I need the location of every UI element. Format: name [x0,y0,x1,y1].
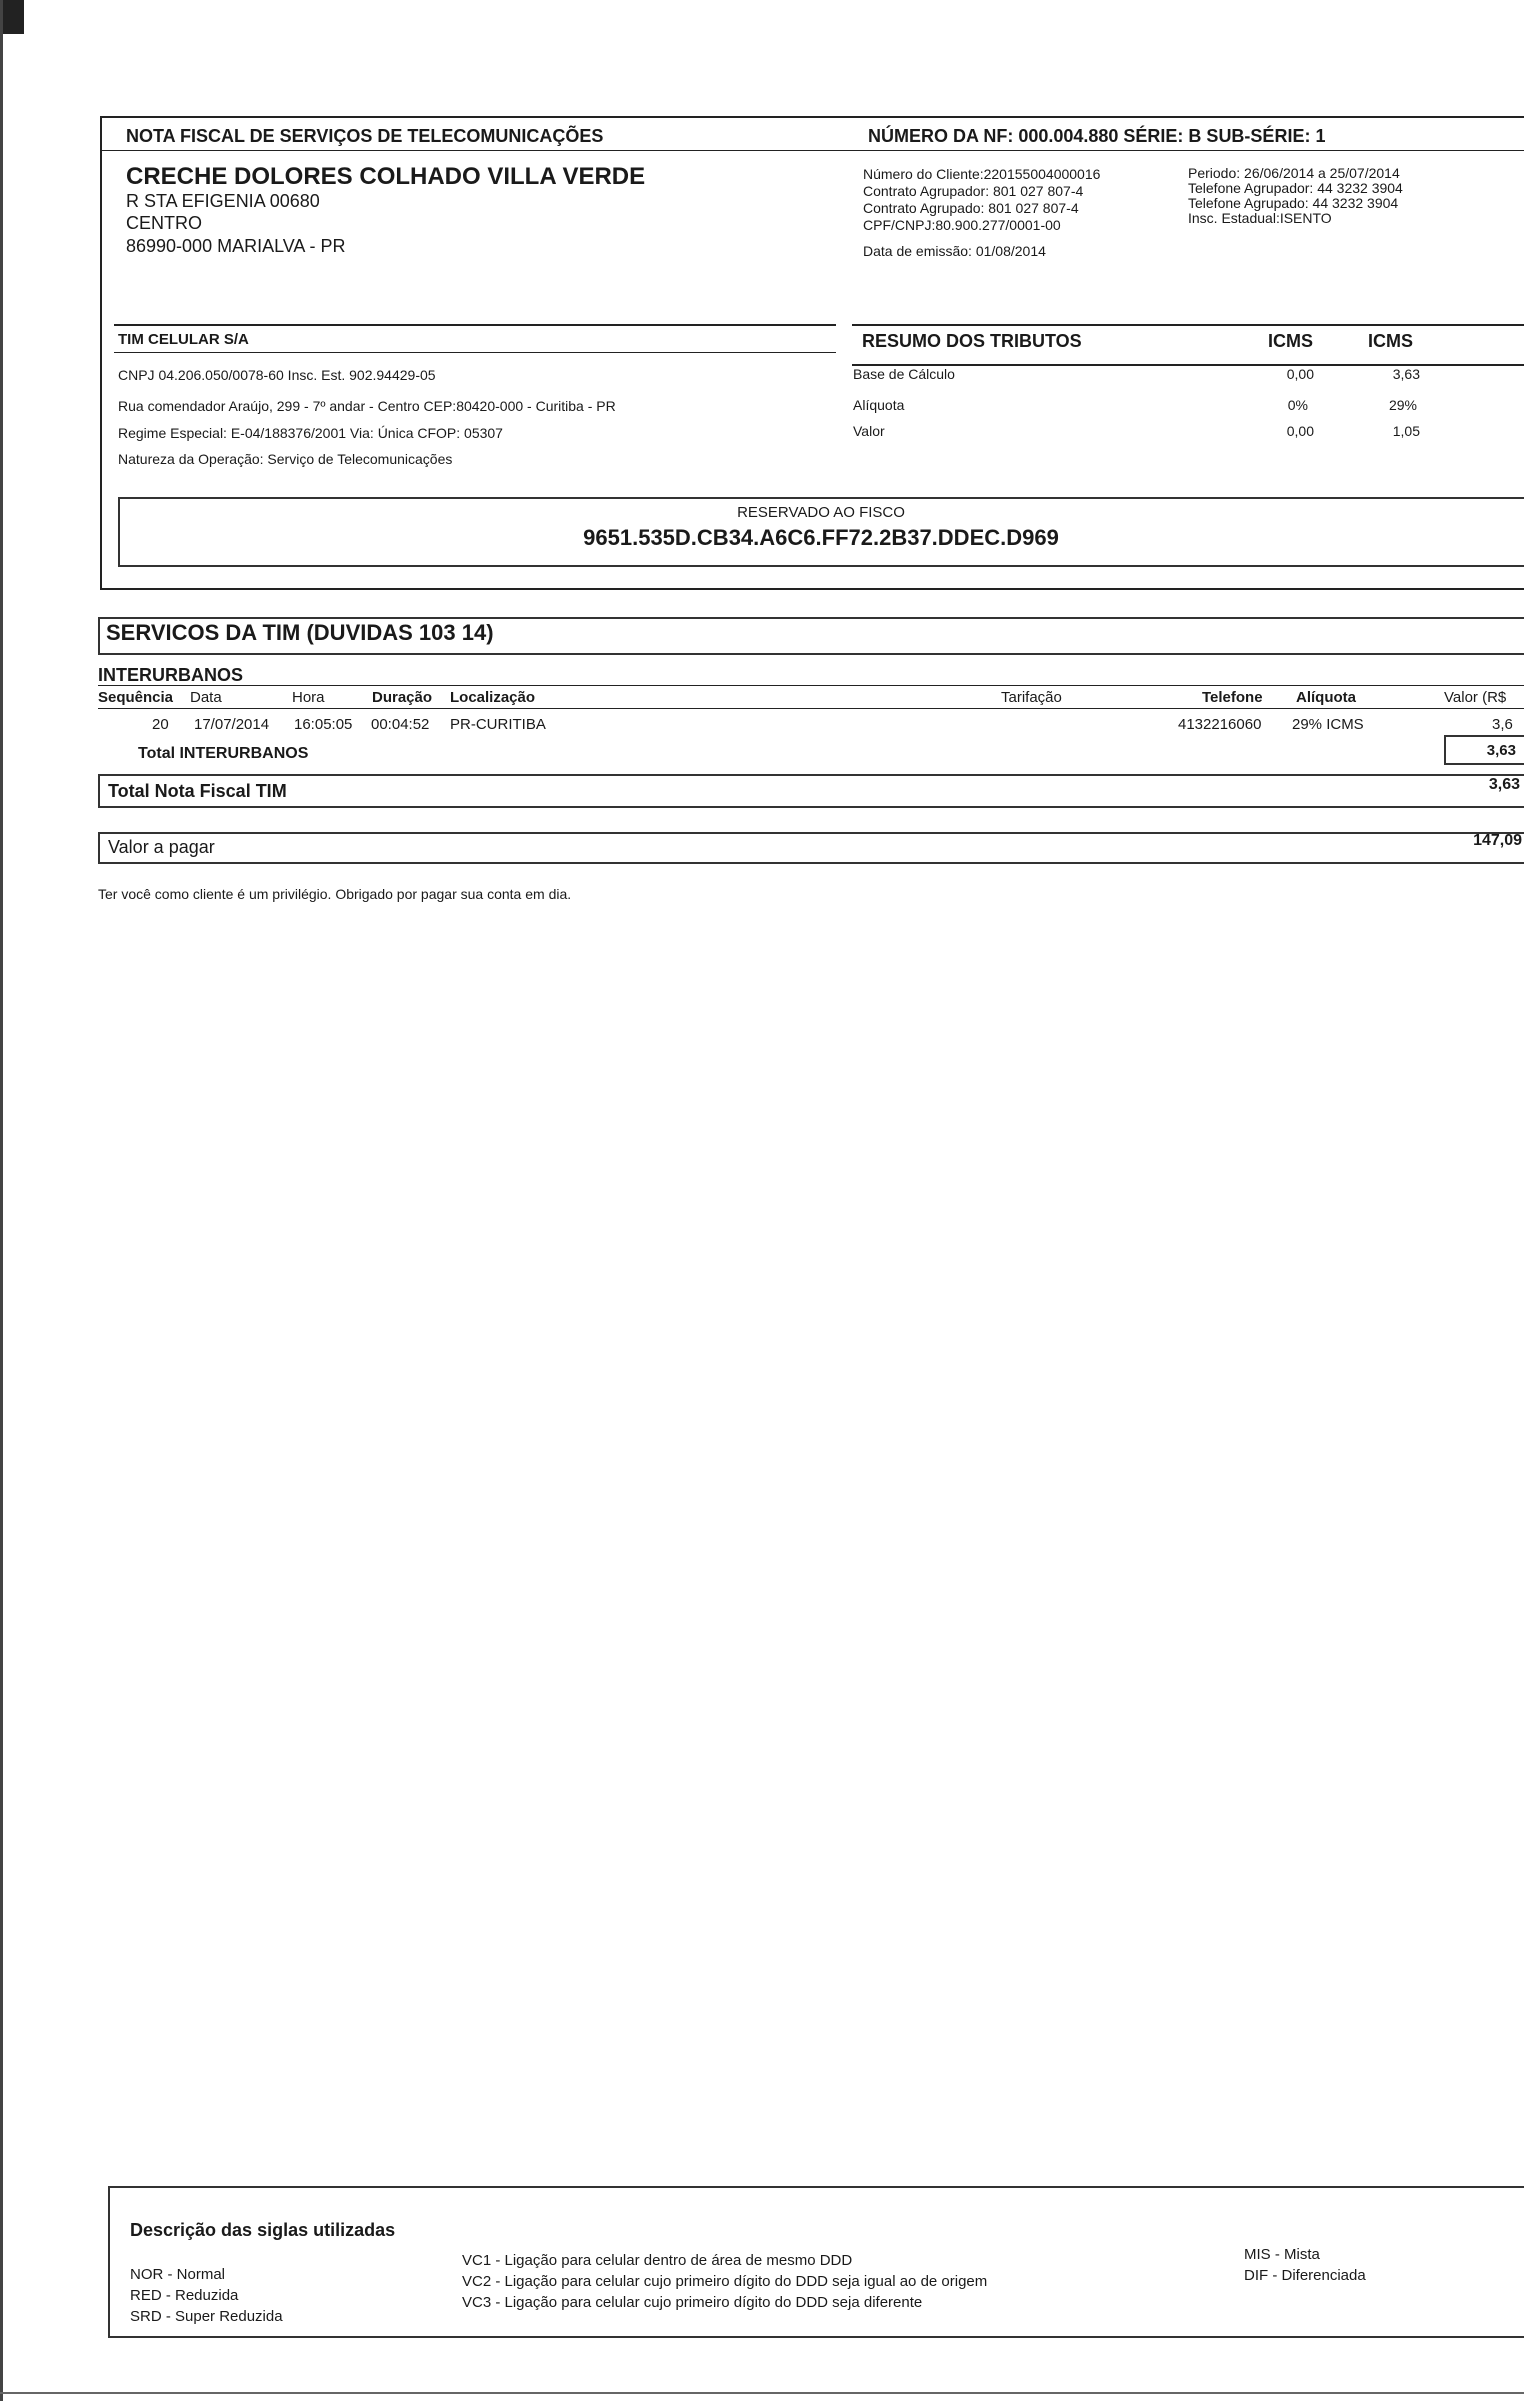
tax-row-label: Base de Cálculo [853,366,955,382]
services-section-title: SERVICOS DA TIM (DUVIDAS 103 14) [106,620,494,645]
col-telefone: Telefone [1202,689,1263,706]
legend-col3 [1244,2244,1366,2286]
row-aliquota: 29% ICMS [1292,716,1364,733]
contrato-agrupado: Contrato Agrupado: 801 027 807-4 [863,200,1079,216]
fisco-label: RESERVADO AO FISCO [737,504,905,521]
nf-number: NÚMERO DA NF: 000.004.880 SÉRIE: B SUB-SÉRIE: 1 [868,126,1326,146]
pay-box [98,832,1524,864]
tax-row-value: 1,05 [1392,423,1420,439]
group-total-value: 3,63 [1486,742,1516,759]
table-row [98,716,1524,736]
issue-date: Data de emissão: 01/08/2014 [863,243,1046,259]
tax-col2-header: ICMS [1368,331,1413,351]
legend-item: VC3 - Ligação para celular cujo primeiro dígito do DDD seja diferente [462,2294,923,2311]
tax-row-base [853,366,955,382]
customer-name: CRECHE DOLORES COLHADO VILLA VERDE [126,163,646,190]
tax-row-label: Alíquota [853,397,905,413]
issuer-regime: Regime Especial: E-04/188376/2001 Via: Única CFOP: 05307 [118,425,503,441]
col-data: Data [190,689,222,706]
legend-item: DIF - Diferenciada [1244,2267,1366,2284]
tel-agrupado: Telefone Agrupado: 44 3232 3904 [1188,195,1399,211]
customer-city: 86990-000 MARIALVA - PR [126,236,346,256]
row-duracao: 00:04:52 [371,716,430,733]
tax-top-rule [852,324,1524,326]
legend-item: MIS - Mista [1244,2246,1320,2263]
header-left-rule [100,116,102,590]
title-rule [100,150,1524,151]
insc-estadual: Insc. Estadual:ISENTO [1188,210,1332,226]
tax-row-value: 0,00 [1286,366,1314,382]
period: Periodo: 26/06/2014 a 25/07/2014 [1188,165,1400,181]
col-tarifacao: Tarifação [1001,689,1062,706]
group-total-label: Total INTERURBANOS [138,745,309,762]
services-table-header [98,689,1524,709]
legend-item: NOR - Normal [130,2266,226,2283]
issuer-name-rule [114,352,836,353]
tax-row-valor [853,423,885,439]
legend-col2 [462,2250,987,2313]
doc-title: NOTA FISCAL DE SERVIÇOS DE TELECOMUNICAÇÕES [126,126,604,146]
col-sequencia: Sequência [98,689,174,706]
col-duracao: Duração [372,689,433,706]
thanks-message: Ter você como cliente é um privilégio. Obrigado por pagar sua conta em dia. [98,886,572,902]
header-bottom-rule [100,588,1524,590]
contrato-agrupador: Contrato Agrupador: 801 027 807-4 [863,183,1084,199]
scan-bottom-edge [0,2392,1524,2394]
tax-row-aliquota [853,397,904,413]
client-number: Número do Cliente:220155004000016 [863,166,1101,182]
issuer-cnpj: CNPJ 04.206.050/0078-60 Insc. Est. 902.94429-05 [118,367,436,383]
tax-col1-header: ICMS [1268,331,1313,351]
row-valor: 3,6 [1492,716,1513,733]
group-rule [98,685,1524,686]
group-title: INTERURBANOS [98,665,244,685]
nf-total-value: 3,63 [1488,776,1520,793]
customer-district: CENTRO [126,213,202,233]
issuer-top-rule [114,324,836,326]
col-hora: Hora [292,689,325,706]
tax-row-value: 3,63 [1392,366,1420,382]
nf-total-label: Total Nota Fiscal TIM [108,781,287,801]
scan-left-edge [0,0,3,2401]
tax-row-value: 29% [1388,397,1417,413]
row-data: 17/07/2014 [194,716,270,733]
legend-item: SRD - Super Reduzida [130,2308,283,2325]
nf-total-box [98,774,1524,808]
legend-title: Descrição das siglas utilizadas [130,2220,396,2240]
tax-row-value: 0,00 [1286,423,1314,439]
period-info-block [1188,166,1403,226]
tax-row-value: 0% [1287,397,1308,413]
pay-value: 147,09 [1473,832,1522,849]
issuer-address: Rua comendador Araújo, 299 - 7º andar - Centro CEP:80420-000 - Curitiba - PR [118,398,616,414]
issuer-natureza: Natureza da Operação: Serviço de Telecomunicações [118,451,453,467]
header-top-rule [100,116,1524,118]
legend-item: VC1 - Ligação para celular dentro de área de mesmo DDD [462,2252,853,2269]
tel-agrupador: Telefone Agrupador: 44 3232 3904 [1188,180,1403,196]
customer-street: R STA EFIGENIA 00680 [126,191,320,211]
legend-item: VC2 - Ligação para celular cujo primeiro dígito do DDD seja igual ao de origem [462,2273,988,2290]
issuer-name: TIM CELULAR S/A [118,331,249,348]
col-valor: Valor (R$ [1444,689,1507,706]
row-seq: 20 [152,716,169,733]
legend-col1 [130,2264,283,2327]
legend-item: RED - Reduzida [130,2287,239,2304]
row-hora: 16:05:05 [294,716,353,733]
table-header-rule [98,708,1524,709]
row-localizacao: PR-CURITIBA [450,716,546,733]
scan-corner-mark [0,0,24,34]
pay-label: Valor a pagar [108,837,215,857]
client-info-block [863,166,1100,260]
row-telefone: 4132216060 [1178,716,1262,733]
cpf-cnpj: CPF/CNPJ:80.900.277/0001-00 [863,217,1061,233]
fisco-code: 9651.535D.CB34.A6C6.FF72.2B37.DDEC.D969 [583,525,1059,550]
tax-title: RESUMO DOS TRIBUTOS [862,331,1082,351]
tax-row-label: Valor [853,423,885,439]
col-aliquota: Alíquota [1296,689,1356,706]
col-localizacao: Localização [450,689,536,706]
